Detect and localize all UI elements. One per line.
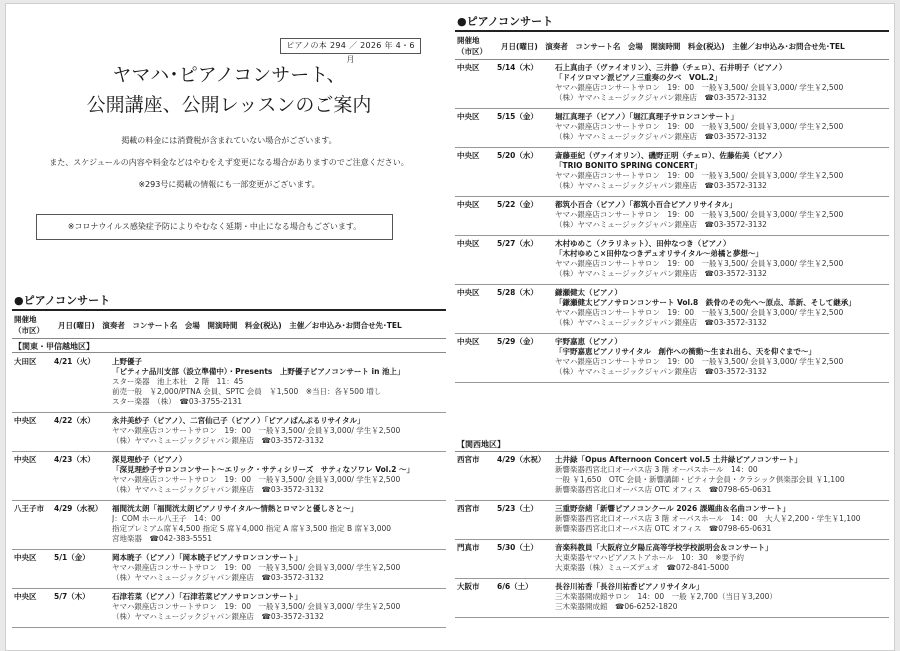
event-title-line: 永井美紗子（ピアノ）、二宮仙己子（ピアノ）「ピアノぱんぷるリサイタル」 [112, 416, 365, 425]
event-date: 5/28（木） [497, 288, 538, 297]
event-info-line: 新響楽器西宮北口オーパス店 3 階 オーパスホール 14：00 大人￥2,200・学生￥1,100 [555, 514, 861, 523]
event-title-line: 「ピティナ品川支部（設立準備中）・Presents 上野優子ピアノコンサート in 池上」 [112, 367, 405, 376]
event-date: 5/22（金） [497, 200, 538, 209]
event-info-line: ヤマハ銀座店コンサートサロン 19：00 一般￥3,500/ 会員￥3,000/ 学生￥2,500 [112, 563, 401, 572]
event-row [455, 452, 889, 501]
event-area: 西宮市 [457, 455, 480, 464]
event-row [12, 589, 446, 628]
event-row [12, 413, 446, 452]
event-title-line: 「鎌瀬健太ピアノサロンコンサート Vol.8 鉄骨のその先へ〜原点、革新、そして継承」 [555, 298, 856, 307]
event-details [112, 455, 446, 495]
event-info-line: 新響楽器西宮北口オーパス店 3 階 オーパスホール 14：00 [555, 465, 758, 474]
event-area: 西宮市 [457, 504, 480, 513]
event-date: 4/23（木） [54, 455, 95, 464]
event-info-line: （株）ヤマハミュージックジャパン銀座店 ☎03-3572-3132 [555, 93, 767, 102]
right-column [455, 4, 889, 651]
event-details [555, 200, 889, 230]
event-title-line: 三重野奈緒「新響ピアノコンクール 2026 課題曲＆名曲コンサート」 [555, 504, 790, 513]
event-info-line: （株）ヤマハミュージックジャパン銀座店 ☎03-3572-3132 [112, 573, 324, 582]
event-date: 6/6（土） [497, 582, 533, 591]
event-row [12, 501, 446, 550]
event-row [455, 236, 889, 285]
event-area: 中央区 [457, 200, 480, 209]
event-date: 5/14（木） [497, 63, 538, 72]
event-row [455, 579, 889, 618]
event-info-line: 大東楽器ヤマハピアノストアホール 10：30 ※要予約 [555, 553, 745, 562]
left-column [12, 4, 446, 651]
event-info-line: 指定プレミアム席￥4,500 指定 S 席￥4,000 指定 A 席￥3,500 指定 B 席￥3,000 [112, 524, 392, 533]
section-heading: ●ピアノコンサート [457, 15, 554, 28]
event-title-line: 鎌瀬健太（ピアノ） [555, 288, 622, 297]
event-title-line: 石津若菜（ピアノ）「石津若菜ピアノサロンコンサート」 [112, 592, 303, 601]
event-title-line: 石上真由子（ヴァイオリン）、三井静（チェロ）、石井明子（ピアノ） [555, 63, 787, 72]
title-line-2: 公開講座、公開レッスンのご案内 [86, 94, 372, 116]
event-row [12, 550, 446, 589]
event-info-line: 新響楽器西宮北口オーパス店 OTC オフィス ☎0798-65-0631 [555, 485, 772, 494]
event-info-line: （株）ヤマハミュージックジャパン銀座店 ☎03-3572-3132 [555, 181, 767, 190]
event-info-line: ヤマハ銀座店コンサートサロン 19：00 一般￥3,500/ 会員￥3,000/ 学生￥2,500 [555, 308, 844, 317]
column-header-area: 開催地（市区） [14, 315, 44, 335]
note-1: 掲載の料金には消費税が含まれていない場合がございます。 [121, 136, 337, 145]
event-details [555, 63, 889, 103]
note-2: また、スケジュールの内容や料金などはやむをえず変更になる場合がありますのでご注意ください。 [49, 158, 409, 167]
event-area: 中央区 [457, 337, 480, 346]
event-title-line: 「深見理紗子サロンコンサート〜エリック・サティシリーズ サティなソワレ Vol.2 〜」 [112, 465, 415, 474]
event-info-line: ヤマハ銀座店コンサートサロン 19：00 一般￥3,500/ 会員￥3,000/ 学生￥2,500 [555, 210, 844, 219]
event-area: 中央区 [14, 553, 37, 562]
event-row [455, 109, 889, 148]
event-date: 5/29（金） [497, 337, 538, 346]
event-details [555, 288, 889, 328]
column-header-area: 開催地（市区） [457, 36, 487, 56]
event-title-line: 「TRIO BONITO SPRING CONCERT」 [555, 161, 702, 170]
event-date: 4/29（水祝） [54, 504, 103, 513]
event-date: 5/20（水） [497, 151, 538, 160]
event-date: 5/15（金） [497, 112, 538, 121]
event-title-line: 岡本暁子（ピアノ）「岡本暁子ピアノサロンコンサート」 [112, 553, 303, 562]
event-details [112, 416, 446, 446]
event-title-line: 上野優子 [112, 357, 142, 366]
event-title-line: 宇野嘉恵（ピアノ） [555, 337, 622, 346]
event-info-line: （株）ヤマハミュージックジャパン銀座店 ☎03-3572-3132 [555, 269, 767, 278]
event-details [112, 357, 446, 407]
event-date: 5/27（水） [497, 239, 538, 248]
event-details [555, 151, 889, 191]
event-info-line: 前売一般 ￥2,000/PTNA 会員、SPTC 会員 ￥1,500 ※当日：各￥500 増し [112, 387, 382, 396]
region-header: 【関東・甲信越地区】 [12, 340, 446, 353]
event-details [112, 504, 446, 544]
event-info-line: スター楽器 池上本社 2 階 11：45 [112, 377, 244, 386]
event-row [455, 501, 889, 540]
event-row [455, 60, 889, 109]
event-date: 4/22（水） [54, 416, 95, 425]
event-row [12, 354, 446, 413]
event-info-line: 新響楽器西宮北口オーパス店 OTC オフィス ☎0798-65-0631 [555, 524, 772, 533]
event-title-line: 「木村ゆめこ×田仲なつきデュオリサイタル〜弟橘と夢想〜」 [555, 249, 763, 258]
event-info-line: （株）ヤマハミュージックジャパン銀座店 ☎03-3572-3132 [112, 485, 324, 494]
event-list [455, 452, 889, 618]
event-details [112, 553, 446, 583]
event-area: 中央区 [457, 288, 480, 297]
event-date: 4/29（水祝） [497, 455, 546, 464]
event-row [455, 197, 889, 236]
event-area: 中央区 [457, 239, 480, 248]
event-details [555, 543, 889, 573]
event-info-line: 三木楽器開成館 ☎06-6252-1820 [555, 602, 678, 611]
event-info-line: ヤマハ銀座店コンサートサロン 19：00 一般￥3,500/ 会員￥3,000/ 学生￥2,500 [112, 602, 401, 611]
event-area: 大阪市 [457, 582, 480, 591]
event-details [555, 504, 889, 534]
section-heading: ●ピアノコンサート [14, 294, 111, 307]
event-info-line: 大東楽器（株）ミューズデュオ ☎072-841-5000 [555, 563, 730, 572]
event-row [455, 285, 889, 334]
event-date: 5/1（金） [54, 553, 90, 562]
event-area: 中央区 [457, 63, 480, 72]
event-list [12, 354, 446, 628]
event-area: 大田区 [14, 357, 37, 366]
event-area: 八王子市 [14, 504, 44, 513]
document-page [5, 3, 895, 651]
event-details [555, 112, 889, 142]
event-area: 中央区 [14, 416, 37, 425]
event-info-line: 宮地楽器 ☎042-383-5551 [112, 534, 212, 543]
column-header [12, 309, 446, 339]
title-line-1: ヤマハ･ピアノコンサート、 [112, 64, 346, 86]
column-header-fields: 月日(曜日) 演奏者 コンサート名 会場 開演時間 料金(税込) 主催／お申込み･お問合せ先･TEL [501, 42, 845, 51]
event-details [555, 455, 889, 495]
event-info-line: 一般 ￥1,650 OTC 会員・新響講師・ピティナ会員・クラシック倶楽部会員 ￥1,100 [555, 475, 845, 484]
event-title-line: 堀江真理子（ピアノ）「堀江真理子サロンコンサート」 [555, 112, 739, 121]
event-title-line: 斎藤亜紀（ヴァイオリン）、磯野正明（チェロ）、佐藤佑美（ピアノ） [555, 151, 787, 160]
event-info-line: ヤマハ銀座店コンサートサロン 19：00 一般￥3,500/ 会員￥3,000/ 学生￥2,500 [112, 475, 401, 484]
event-area: 中央区 [457, 112, 480, 121]
event-info-line: ヤマハ銀座店コンサートサロン 19：00 一般￥3,500/ 会員￥3,000/ 学生￥2,500 [112, 426, 401, 435]
event-info-line: ヤマハ銀座店コンサートサロン 19：00 一般￥3,500/ 会員￥3,000/ 学生￥2,500 [555, 122, 844, 131]
event-title-line: 「宇野嘉恵ピアノリサイタル 創作への衝動〜生まれ出ら、天を仰ぐまで〜」 [555, 347, 816, 356]
notes [12, 130, 446, 196]
event-title-line: 「ドイツロマン派ピアノ三重奏の夕べ VOL.2」 [555, 73, 722, 82]
event-title-line: 木村ゆめこ（クラリネット）、田仲なつき（ピアノ） [555, 239, 731, 248]
event-info-line: J：COM ホール八王子 14：00 [112, 514, 221, 523]
covid-notice: ※コロナウイルス感染症予防によりやむなく延期・中止になる場合もございます。 [36, 214, 393, 240]
event-info-line: （株）ヤマハミュージックジャパン銀座店 ☎03-3572-3132 [112, 436, 324, 445]
event-details [555, 337, 889, 377]
event-info-line: （株）ヤマハミュージックジャパン銀座店 ☎03-3572-3132 [555, 318, 767, 327]
event-row [455, 540, 889, 579]
event-date: 5/30（土） [497, 543, 538, 552]
event-title-line: 福間洸太朗「福間洸太朗ピアノリサイタル〜情熱とロマンと優しさと〜」 [112, 504, 358, 513]
event-area: 中央区 [14, 592, 37, 601]
event-details [555, 582, 889, 612]
event-list-kansai [455, 434, 889, 618]
event-title-line: 深見理紗子（ピアノ） [112, 455, 187, 464]
column-header-fields: 月日(曜日) 演奏者 コンサート名 会場 開演時間 料金(税込) 主催／お申込み･お問合せ先･TEL [58, 321, 402, 330]
event-title-line: 音楽科教員「大阪府立夕陽丘高等学校学校説明会＆コンサート」 [555, 543, 773, 552]
region-header: 【関西地区】 [455, 438, 889, 452]
event-date: 5/7（木） [54, 592, 90, 601]
event-date: 4/21（火） [54, 357, 95, 366]
note-3: ※293号に掲載の情報にも一部変更がございます。 [138, 180, 320, 189]
event-info-line: 三木楽器開成館サロン 14：00 一般 ￥2,700（当日￥3,200） [555, 592, 777, 601]
event-title-line: 土井緑「Opus Afternoon Concert vol.5 土井緑ピアノコンサート」 [555, 455, 802, 464]
page-title [12, 60, 446, 120]
event-info-line: （株）ヤマハミュージックジャパン銀座店 ☎03-3572-3132 [555, 132, 767, 141]
event-row [12, 452, 446, 501]
event-details [112, 592, 446, 622]
event-info-line: （株）ヤマハミュージックジャパン銀座店 ☎03-3572-3132 [555, 220, 767, 229]
event-info-line: ヤマハ銀座店コンサートサロン 19：00 一般￥3,500/ 会員￥3,000/ 学生￥2,500 [555, 259, 844, 268]
event-info-line: （株）ヤマハミュージックジャパン銀座店 ☎03-3572-3132 [555, 367, 767, 376]
event-area: 中央区 [14, 455, 37, 464]
event-area: 門真市 [457, 543, 480, 552]
event-info-line: ヤマハ銀座店コンサートサロン 19：00 一般￥3,500/ 会員￥3,000/ 学生￥2,500 [555, 357, 844, 366]
event-list [455, 60, 889, 383]
event-info-line: ヤマハ銀座店コンサートサロン 19：00 一般￥3,500/ 会員￥3,000/ 学生￥2,500 [555, 83, 844, 92]
event-title-line: 都筑小百合（ピアノ）「都筑小百合ピアノリサイタル」 [555, 200, 737, 209]
event-details [555, 239, 889, 279]
event-title-line: 長谷川祐香「長谷川祐香ピアノリサイタル」 [555, 582, 704, 591]
column-header [455, 30, 889, 60]
issue-tag: ピアノの本 294 ／ 2026 年 4・6 月 [280, 38, 421, 54]
event-row [455, 334, 889, 383]
event-info-line: ヤマハ銀座店コンサートサロン 19：00 一般￥3,500/ 会員￥3,000/ 学生￥2,500 [555, 171, 844, 180]
event-row [455, 148, 889, 197]
event-info-line: スター楽器 （株） ☎03-3755-2131 [112, 397, 242, 406]
event-info-line: （株）ヤマハミュージックジャパン銀座店 ☎03-3572-3132 [112, 612, 324, 621]
event-date: 5/23（土） [497, 504, 538, 513]
event-area: 中央区 [457, 151, 480, 160]
